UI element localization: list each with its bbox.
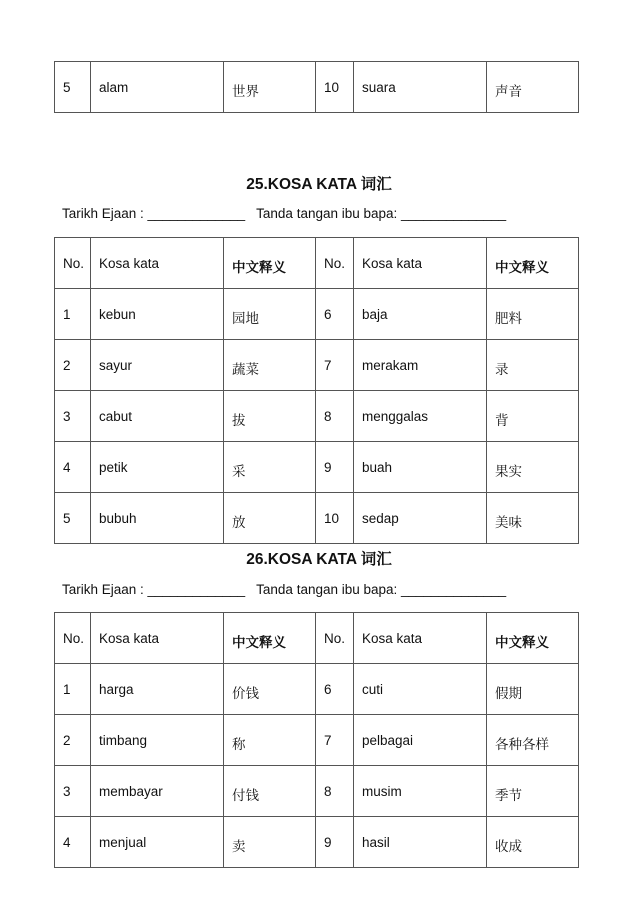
table-row xyxy=(55,391,579,442)
table-row xyxy=(55,62,579,113)
row-number-cell: 7 xyxy=(316,340,354,391)
chinese-meaning-cell: 背 xyxy=(487,391,579,442)
row-number-cell: 9 xyxy=(316,442,354,493)
chinese-meaning-cell: 肥料 xyxy=(487,289,579,340)
malay-word-cell: bubuh xyxy=(91,493,224,544)
table-header-row xyxy=(55,613,579,664)
header-meaning: 中文释义 xyxy=(487,613,579,664)
chinese-meaning-cell: 价钱 xyxy=(224,664,316,715)
malay-word-cell: pelbagai xyxy=(354,715,487,766)
malay-word-cell: sayur xyxy=(91,340,224,391)
chinese-meaning-cell: 卖 xyxy=(224,817,316,868)
row-number-cell: 6 xyxy=(316,289,354,340)
chinese-meaning-cell: 各种各样 xyxy=(487,715,579,766)
table-row xyxy=(55,340,579,391)
table-row xyxy=(55,817,579,868)
table-header-row xyxy=(55,238,579,289)
row-number-cell: 2 xyxy=(55,340,91,391)
malay-word-cell: buah xyxy=(354,442,487,493)
malay-word-cell: menggalas xyxy=(354,391,487,442)
malay-word-cell: cuti xyxy=(354,664,487,715)
malay-word-cell: suara xyxy=(354,62,487,113)
section-title-26: 26.KOSA KATA 词汇 xyxy=(246,551,392,568)
header-meaning: 中文释义 xyxy=(487,238,579,289)
row-number-cell: 2 xyxy=(55,715,91,766)
row-number-cell: 9 xyxy=(316,817,354,868)
header-number: No. xyxy=(55,613,91,664)
malay-word-cell: alam xyxy=(91,62,224,113)
table-row xyxy=(55,289,579,340)
row-number-cell: 7 xyxy=(316,715,354,766)
table-row xyxy=(55,442,579,493)
row-number-cell: 5 xyxy=(55,62,91,113)
malay-word-cell: hasil xyxy=(354,817,487,868)
row-number-cell: 5 xyxy=(55,493,91,544)
malay-word-cell: timbang xyxy=(91,715,224,766)
header-word: Kosa kata xyxy=(354,613,487,664)
malay-word-cell: merakam xyxy=(354,340,487,391)
vocab-table-body xyxy=(55,238,579,544)
row-number-cell: 6 xyxy=(316,664,354,715)
row-number-cell: 8 xyxy=(316,766,354,817)
vocab-table-26 xyxy=(54,612,579,868)
vocab-table-body xyxy=(55,62,579,113)
row-number-cell: 10 xyxy=(316,62,354,113)
header-number: No. xyxy=(55,238,91,289)
chinese-meaning-cell: 声音 xyxy=(487,62,579,113)
row-number-cell: 4 xyxy=(55,817,91,868)
header-meaning: 中文释义 xyxy=(224,238,316,289)
table-row xyxy=(55,493,579,544)
vocab-table-24-tail xyxy=(54,61,579,113)
malay-word-cell: menjual xyxy=(91,817,224,868)
malay-word-cell: harga xyxy=(91,664,224,715)
chinese-meaning-cell: 录 xyxy=(487,340,579,391)
chinese-meaning-cell: 季节 xyxy=(487,766,579,817)
chinese-meaning-cell: 果实 xyxy=(487,442,579,493)
chinese-meaning-cell: 拔 xyxy=(224,391,316,442)
chinese-meaning-cell: 采 xyxy=(224,442,316,493)
header-word: Kosa kata xyxy=(91,613,224,664)
malay-word-cell: musim xyxy=(354,766,487,817)
chinese-meaning-cell: 假期 xyxy=(487,664,579,715)
vocab-table-25 xyxy=(54,237,579,544)
chinese-meaning-cell: 付钱 xyxy=(224,766,316,817)
row-number-cell: 3 xyxy=(55,391,91,442)
row-number-cell: 10 xyxy=(316,493,354,544)
section-title-25: 25.KOSA KATA 词汇 xyxy=(246,176,392,193)
row-number-cell: 1 xyxy=(55,289,91,340)
chinese-meaning-cell: 世界 xyxy=(224,62,316,113)
malay-word-cell: baja xyxy=(354,289,487,340)
table-row xyxy=(55,664,579,715)
chinese-meaning-cell: 园地 xyxy=(224,289,316,340)
malay-word-cell: cabut xyxy=(91,391,224,442)
header-number: No. xyxy=(316,238,354,289)
table-row xyxy=(55,715,579,766)
row-number-cell: 1 xyxy=(55,664,91,715)
row-number-cell: 8 xyxy=(316,391,354,442)
vocab-table-body xyxy=(55,613,579,868)
signature-line-26: Tarikh Ejaan : _____________ Tanda tangan ibu bapa: ______________ xyxy=(62,582,507,597)
header-word: Kosa kata xyxy=(91,238,224,289)
malay-word-cell: membayar xyxy=(91,766,224,817)
signature-line-25: Tarikh Ejaan : _____________ Tanda tangan ibu bapa: ______________ xyxy=(62,206,507,221)
table-row xyxy=(55,766,579,817)
chinese-meaning-cell: 美味 xyxy=(487,493,579,544)
header-word: Kosa kata xyxy=(354,238,487,289)
header-meaning: 中文释义 xyxy=(224,613,316,664)
chinese-meaning-cell: 收成 xyxy=(487,817,579,868)
malay-word-cell: kebun xyxy=(91,289,224,340)
chinese-meaning-cell: 蔬菜 xyxy=(224,340,316,391)
row-number-cell: 4 xyxy=(55,442,91,493)
chinese-meaning-cell: 放 xyxy=(224,493,316,544)
malay-word-cell: sedap xyxy=(354,493,487,544)
chinese-meaning-cell: 称 xyxy=(224,715,316,766)
row-number-cell: 3 xyxy=(55,766,91,817)
header-number: No. xyxy=(316,613,354,664)
malay-word-cell: petik xyxy=(91,442,224,493)
